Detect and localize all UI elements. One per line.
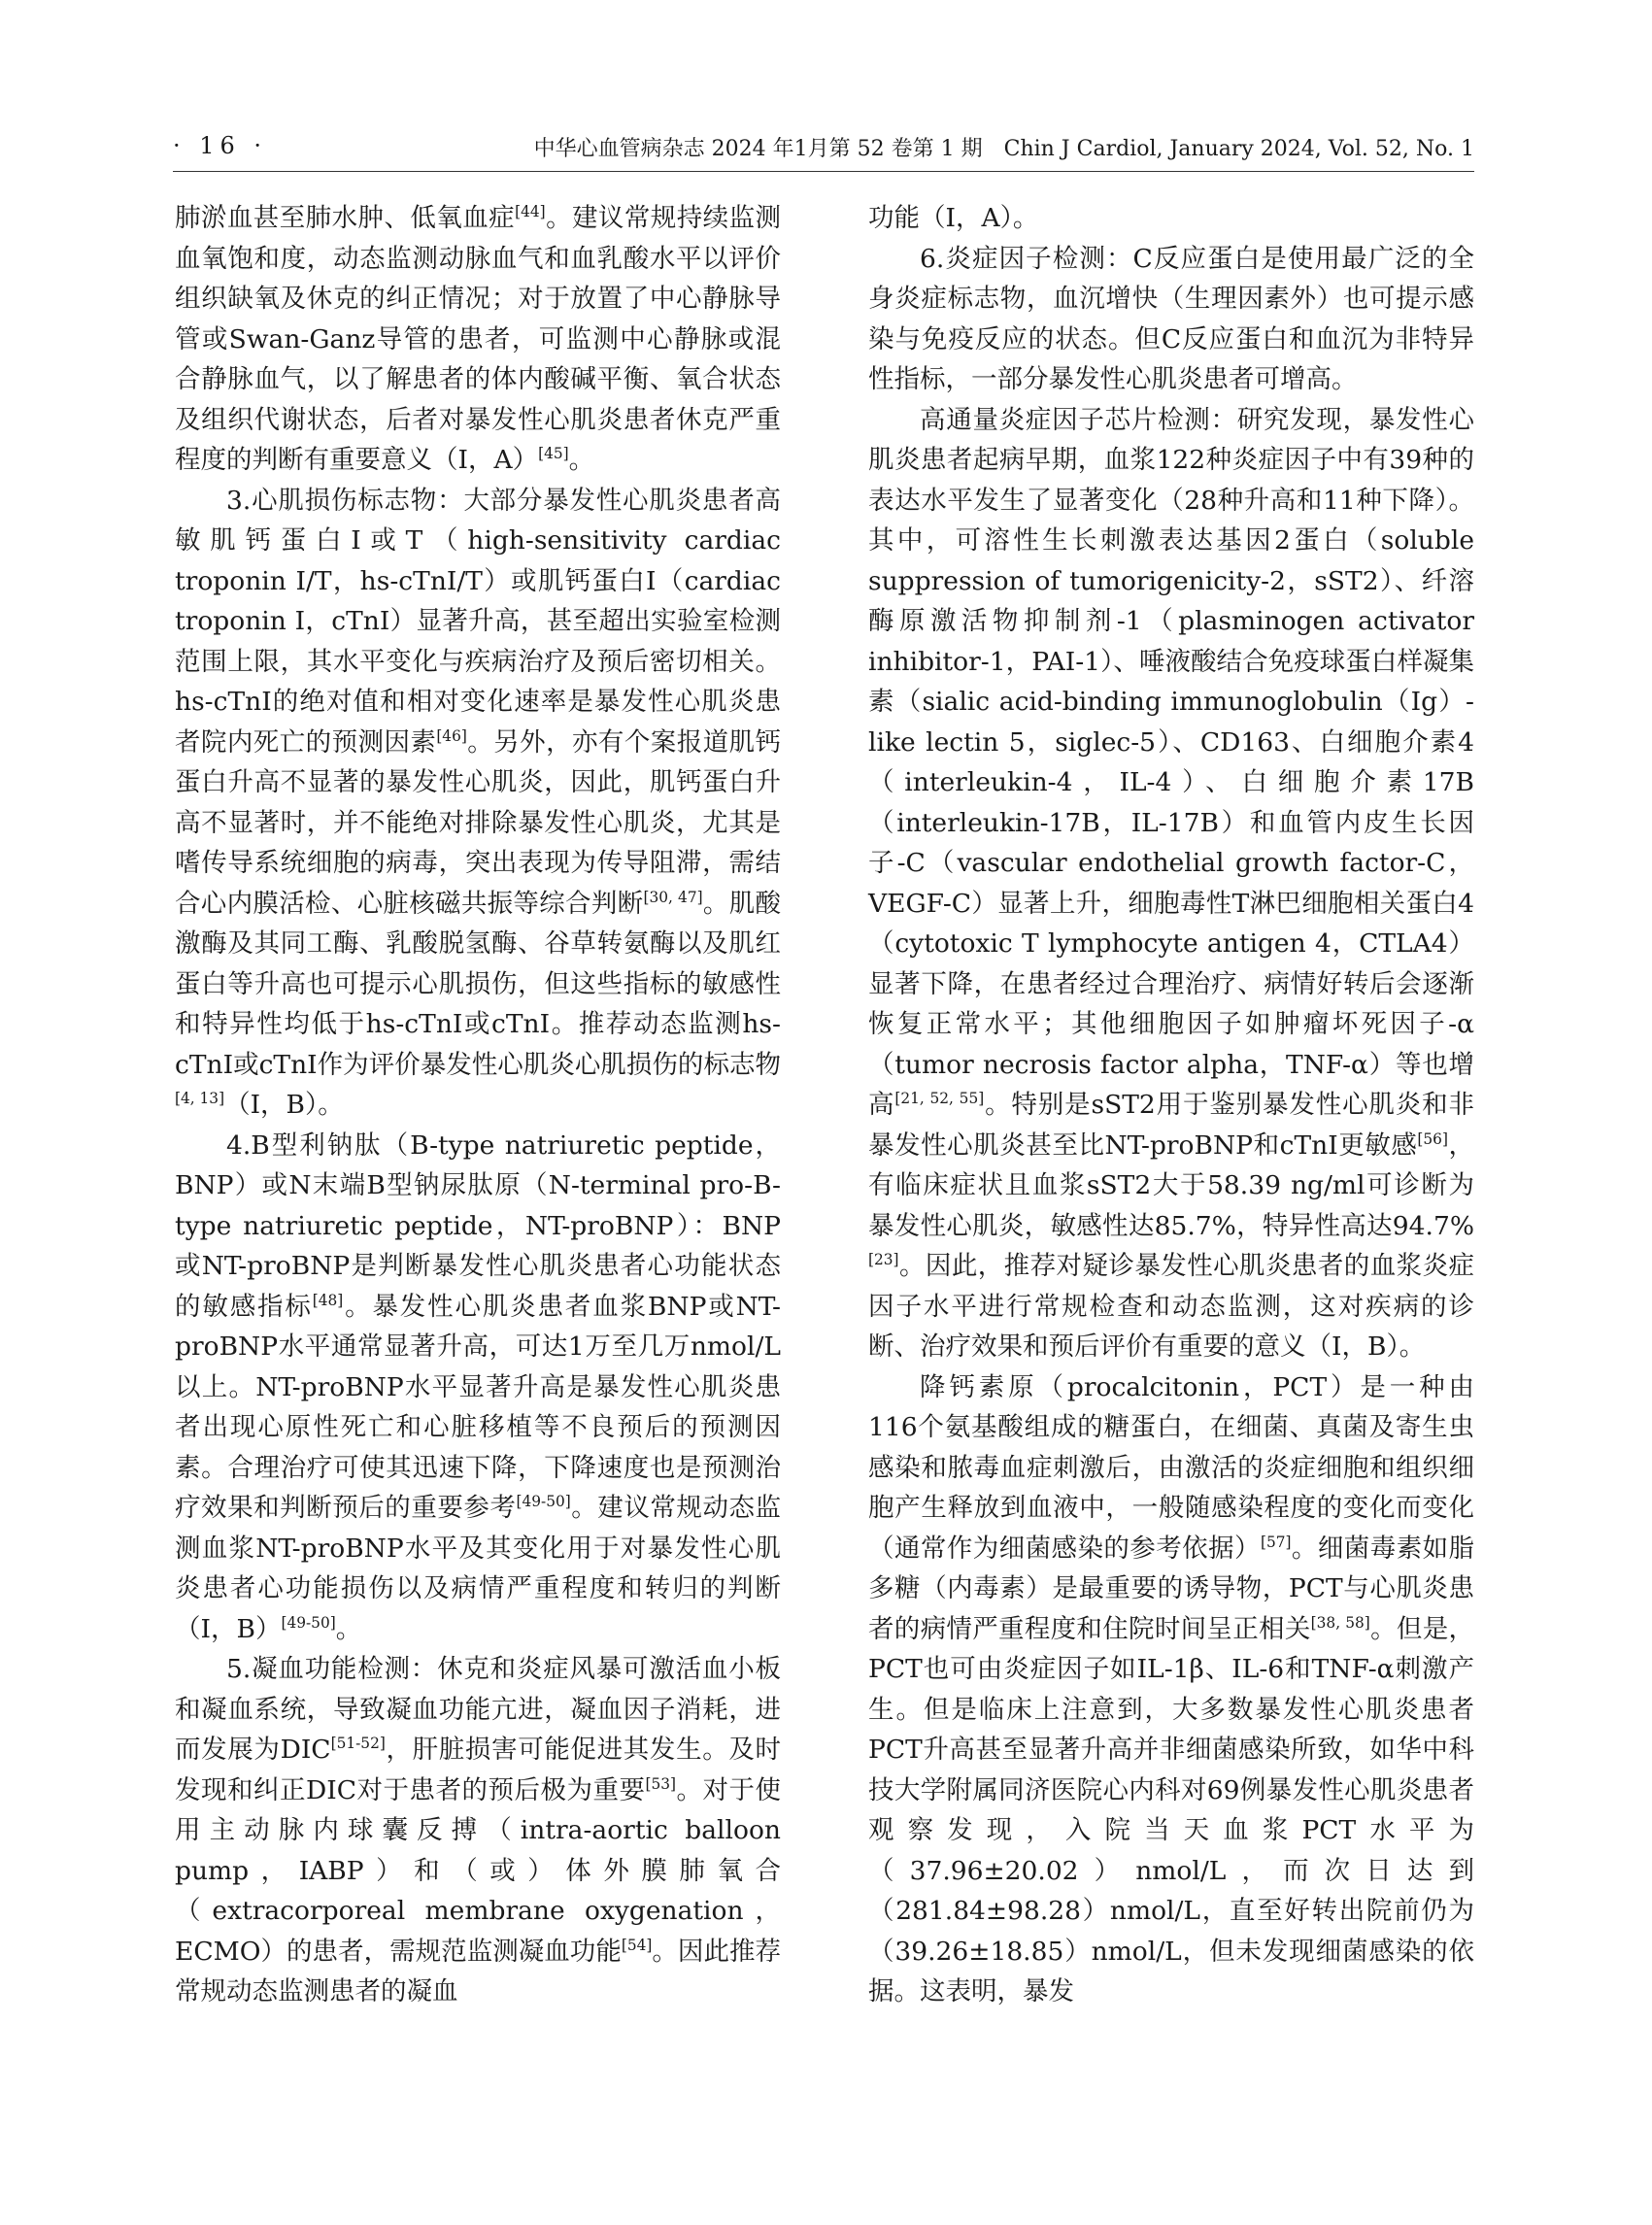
paragraph-text: 5.凝血功能检测：休克和炎症风暴可激活血小板和凝血系统，导致凝血功能亢进，凝血因子消耗，进而发展为DIC bbox=[175, 1654, 781, 1765]
paragraph-text: 。因此推荐常规动态监测患者的凝血 bbox=[175, 1936, 781, 2006]
paragraph-p7 bbox=[868, 400, 1474, 1367]
journal-running-head: 中华心血管病杂志 2024 年1月第 52 卷第 1 期 Chin J Cardiol, January 2024, Vol. 52, No. 1 bbox=[533, 137, 1474, 161]
paragraph-text: 。暴发性心肌炎患者血浆BNP或NT-proBNP水平通常显著升高，可达1万至几万nmol/L以上。NT-proBNP水平显著升高是暴发性心肌炎患者出现心原性死亡和心脏移植等不良预后的预测因素。合理治疗可使其迅速下降，下降速度也是预测治疗效果和判断预后的重要参考 bbox=[175, 1291, 781, 1523]
paragraph-text: 。因此，推荐对疑诊暴发性心肌炎患者的血浆炎症因子水平进行常规检查和动态监测，这对疾病的诊断、治疗效果和预后评价有重要的意义（Ⅰ，B）。 bbox=[868, 1251, 1474, 1362]
header-rule bbox=[173, 171, 1474, 172]
reference-citation: [49-50] bbox=[516, 1493, 571, 1511]
paragraph-text: 。细菌毒素如脂多糖（内毒素）是最重要的诱导物，PCT与心肌炎患者的病情严重程度和住院时间呈正相关 bbox=[868, 1533, 1475, 1644]
left-column bbox=[175, 198, 781, 2012]
paragraph-p8 bbox=[868, 1367, 1474, 2012]
paragraph-text: 功能（Ⅰ，A）。 bbox=[868, 203, 1039, 233]
reference-citation: [21, 52, 55] bbox=[894, 1090, 985, 1108]
paragraph-text: 。但是，PCT也可由炎症因子如IL-1β、IL-6和TNF-α刺激产生。但是临床上注意到，大多数暴发性心肌炎患者PCT升高甚至显著升高并非细菌感染所致，如华中科技大学附属同济医院心内科对69例暴发性心肌炎患者观察发现，入院当天血浆PCT水平为（37.96±20.02）nmol/L，而次日达到（281.84±98.28）nmol/L，直至好转出院前仍为（39.26±18.85）nmol/L，但未发现细菌感染的依据。这表明，暴发 bbox=[868, 1613, 1475, 2006]
paragraph-p2 bbox=[175, 481, 781, 1126]
reference-citation: [53] bbox=[645, 1774, 676, 1793]
page-header bbox=[173, 132, 1474, 167]
paragraph-text: ，肝脏损害可能促进其发生。及时发现和纠正DIC对于患者的预后极为重要 bbox=[175, 1735, 782, 1805]
paragraph-p4 bbox=[175, 1649, 781, 2012]
paragraph-text: 。建议常规持续监测血氧饱和度，动态监测动脉血气和血乳酸水平以评价组织缺氧及休克的纠正情况；对于放置了中心静脉导管或Swan-Ganz导管的患者，可监测中心静脉或混合静脉血气，以了解患者的体内酸碱平衡、氧合状态及组织代谢状态，后者对暴发性心肌炎患者休克严重程度的判断有重要意义（Ⅰ，A） bbox=[175, 203, 782, 475]
paragraph-text: （Ⅰ，B）。 bbox=[224, 1090, 344, 1120]
reference-citation: [51-52] bbox=[330, 1735, 386, 1753]
paragraph-text: 。 bbox=[335, 1613, 362, 1644]
right-column bbox=[868, 198, 1474, 2012]
paragraph-text: 高通量炎症因子芯片检测：研究发现，暴发性心肌炎患者起病早期，血浆122种炎症因子中有39种的表达水平发生了显著变化（28种升高和11种下降）。其中，可溶性生长刺激表达基因2蛋白（soluble suppression of tumorigenicity-2，sST2）、纤溶酶原激活物抑制剂-1（plasminogen activator inhibitor-1，PAI-1）、唾液酸结合免疫球蛋白样凝集素（sialic acid-binding immunoglobulin（Ig）-like lectin 5，siglec-5）、CD163、白细胞介素4（interleukin-4，IL-4）、白细胞介素17B（interleukin-17B，IL-17B）和血管内皮生长因子-C（vascular endothelial growth factor-C，VEGF-C）显著上升，细胞毒性T淋巴细胞相关蛋白4（cytotoxic T lymphocyte antigen 4，CTLA4）显著下降，在患者经过合理治疗、病情好转后会逐渐恢复正常水平；其他细胞因子如肿瘤坏死因子-α（tumor necrosis factor alpha，TNF-α）等也增高 bbox=[868, 404, 1474, 1120]
reference-citation: [44] bbox=[515, 203, 546, 221]
page-number: · 16 · bbox=[173, 132, 268, 159]
paragraph-text: 。建议常规动态监测血浆NT-proBNP水平及其变化用于对暴发性心肌炎患者心功能损伤以及病情严重程度和转归的判断（Ⅰ，B） bbox=[175, 1493, 782, 1644]
reference-citation: [38, 58] bbox=[1310, 1613, 1370, 1632]
paragraph-p1 bbox=[175, 198, 781, 481]
paragraph-text: ，有临床症状且血浆sST2大于58.39 ng/ml可诊断为暴发性心肌炎，敏感性达85.7%，特异性高达94.7% bbox=[868, 1129, 1475, 1241]
reference-citation: [49-50] bbox=[281, 1613, 336, 1632]
paragraph-text: 。 bbox=[568, 445, 595, 475]
paragraph-text: 降钙素原（procalcitonin，PCT）是一种由116个氨基酸组成的糖蛋白，在细菌、真菌及寄生虫感染和脓毒血症刺激后，由激活的炎症细胞和组织细胞产生释放到血液中，一般随感染程度的变化而变化（通常作为细菌感染的参考依据） bbox=[868, 1371, 1474, 1564]
reference-citation: [23] bbox=[868, 1251, 899, 1269]
reference-citation: [48] bbox=[312, 1291, 344, 1309]
paragraph-text: 。另外，亦有个案报道肌钙蛋白升高不显著的暴发性心肌炎，因此，肌钙蛋白升高不显著时，并不能绝对排除暴发性心肌炎，尤其是嗜传导系统细胞的病毒，突出表现为传导阻滞，需结合心内膜活检、心脏核磁共振等综合判断 bbox=[175, 726, 782, 919]
reference-citation: [45] bbox=[538, 445, 569, 463]
reference-citation: [56] bbox=[1417, 1129, 1448, 1148]
reference-citation: [46] bbox=[436, 726, 467, 745]
paragraph-text: 6.炎症因子检测：C反应蛋白是使用最广泛的全身炎症标志物，血沉增快（生理因素外）也可提示感染与免疫反应的状态。但C反应蛋白和血沉为非特异性指标，一部分暴发性心肌炎患者可增高。 bbox=[868, 243, 1474, 394]
paragraph-text: 3.心肌损伤标志物：大部分暴发性心肌炎患者高敏肌钙蛋白Ⅰ或T（high-sensitivity cardiac troponin I/T，hs-cTnI/T）或肌钙蛋白Ⅰ（cardiac troponin I，cTnI）显著升高，甚至超出实验室检测范围上限，其水平变化与疾病治疗及预后密切相关。hs-cTnI的绝对值和相对变化速率是暴发性心肌炎患者院内死亡的预测因素 bbox=[175, 485, 781, 758]
paragraph-text: 。对于使用主动脉内球囊反搏（intra-aortic balloon pump，IABP）和（或）体外膜肺氧合（extracorporeal membrane oxygenation，ECMO）的患者，需规范监测凝血功能 bbox=[175, 1774, 781, 1967]
paragraph-p6 bbox=[868, 239, 1474, 400]
paragraph-p3 bbox=[175, 1126, 781, 1650]
paragraph-p5 bbox=[868, 198, 1474, 239]
paragraph-text: 。特别是sST2用于鉴别暴发性心肌炎和非暴发性心肌炎甚至比NT-proBNP和cTnI更敏感 bbox=[868, 1090, 1474, 1161]
paragraph-text: 肺淤血甚至肺水肿、低氧血症 bbox=[175, 203, 516, 233]
reference-citation: [30, 47] bbox=[643, 888, 703, 906]
paragraph-text: 4.B型利钠肽（B-type natriuretic peptide，BNP）或N末端B型钠尿肽原（N-terminal pro-B-type natriuretic peptide，NT-proBNP）：BNP或NT-proBNP是判断暴发性心肌炎患者心功能状态的敏感指标 bbox=[175, 1129, 781, 1322]
reference-citation: [54] bbox=[621, 1936, 653, 1954]
reference-citation: [57] bbox=[1260, 1533, 1292, 1551]
paragraph-text: 。肌酸激酶及其同工酶、乳酸脱氢酶、谷草转氨酶以及肌红蛋白等升高也可提示心肌损伤，但这些指标的敏感性和特异性均低于hs-cTnI或cTnI。推荐动态监测hs-cTnI或cTnI作为评价暴发性心肌炎心肌损伤的标志物 bbox=[175, 888, 782, 1080]
reference-citation: [4, 13] bbox=[175, 1090, 225, 1108]
